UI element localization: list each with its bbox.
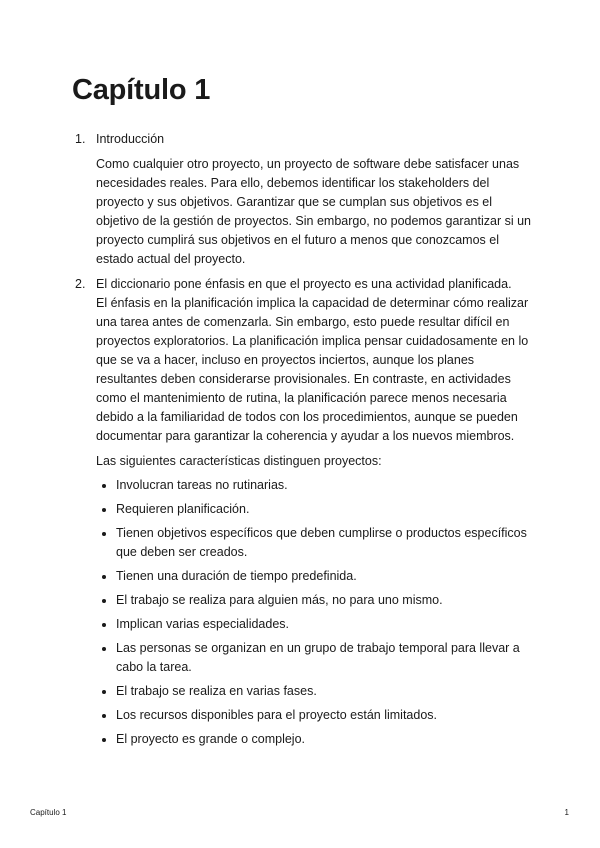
- bullet-icon: [102, 623, 106, 627]
- list-item: [96, 682, 531, 701]
- bullet-icon: [102, 508, 106, 512]
- characteristics-list: [96, 476, 531, 749]
- list-item: [96, 639, 531, 677]
- footer-page-number: 1: [564, 808, 569, 817]
- list-item: [96, 500, 531, 519]
- bullet-icon: [102, 647, 106, 651]
- page-title: Capítulo 1: [72, 74, 211, 106]
- list-item-text: Tienen una duración de tiempo predefinida.: [116, 569, 357, 583]
- bullet-icon: [102, 575, 106, 579]
- list-item: [96, 706, 531, 725]
- list-item: [96, 567, 531, 586]
- characteristics-intro: Las siguientes características distinguen proyectos:: [96, 454, 382, 468]
- list-item-text: Los recursos disponibles para el proyecto están limitados.: [116, 708, 438, 722]
- bullet-icon: [102, 484, 106, 488]
- list-item: [96, 730, 531, 749]
- bullet-icon: [102, 532, 106, 536]
- item-number: 1.: [75, 132, 86, 146]
- list-item-text: Las personas se organizan en un grupo de trabajo temporal para llevar a cabo la tarea.: [116, 641, 520, 674]
- item-heading: Introducción: [96, 132, 165, 146]
- list-item-text: Involucran tareas no rutinarias.: [116, 478, 288, 492]
- item-heading: El diccionario pone énfasis en que el proyecto es una actividad planificada.: [96, 277, 512, 291]
- list-item: [96, 591, 531, 610]
- bullet-icon: [102, 714, 106, 718]
- list-item: [96, 476, 531, 495]
- bullet-icon: [102, 599, 106, 603]
- item-paragraph: Como cualquier otro proyecto, un proyecto de software debe satisfacer unas necesidades reales. Para ello, debemos identificar los stakeholders del proyecto y sus objetivos. Garantizar que se cumplan sus objetivos es el objetivo de la gestión de proyectos. Sin embargo, no podemos garantizar si un proyecto cumplirá sus objetivos en el futuro a menos que conozcamos el estado actual del proyecto.: [96, 157, 531, 266]
- list-item-text: El trabajo se realiza para alguien más, no para uno mismo.: [116, 593, 443, 607]
- bullet-icon: [102, 738, 106, 742]
- document-content: [0, 130, 600, 754]
- list-item-text: El trabajo se realiza en varias fases.: [116, 684, 317, 698]
- bullet-icon: [102, 690, 106, 694]
- list-item-text: Requieren planificación.: [116, 502, 250, 516]
- list-item-text: Tienen objetivos específicos que deben cumplirse o productos específicos que deben ser creados.: [116, 526, 527, 559]
- numbered-item-diccionario: [75, 275, 531, 749]
- numbered-item-introduccion: [75, 130, 531, 269]
- list-item-text: El proyecto es grande o complejo.: [116, 732, 305, 746]
- list-item: [96, 615, 531, 634]
- footer-chapter: Capítulo 1: [30, 808, 67, 817]
- item-number: 2.: [75, 277, 86, 291]
- list-item: [96, 524, 531, 562]
- list-item-text: Implican varias especialidades.: [116, 617, 290, 631]
- item-paragraph: El énfasis en la planificación implica la capacidad de determinar cómo realizar una tarea antes de comenzarla. Sin embargo, esto puede resultar difícil en proyectos exploratorios. La planificación implica pensar cuidadosamente en lo que se va a hacer, incluso en proyectos inciertos, aunque los planes resultantes deben considerarse provisionales. En contraste, en actividades como el mantenimiento de rutina, la planificación parece menos necesaria debido a la familiaridad de todos con los procedimientos, aunque se pueden documentar para garantizar la coherencia y ayudar a los nuevos miembros.: [96, 296, 529, 443]
